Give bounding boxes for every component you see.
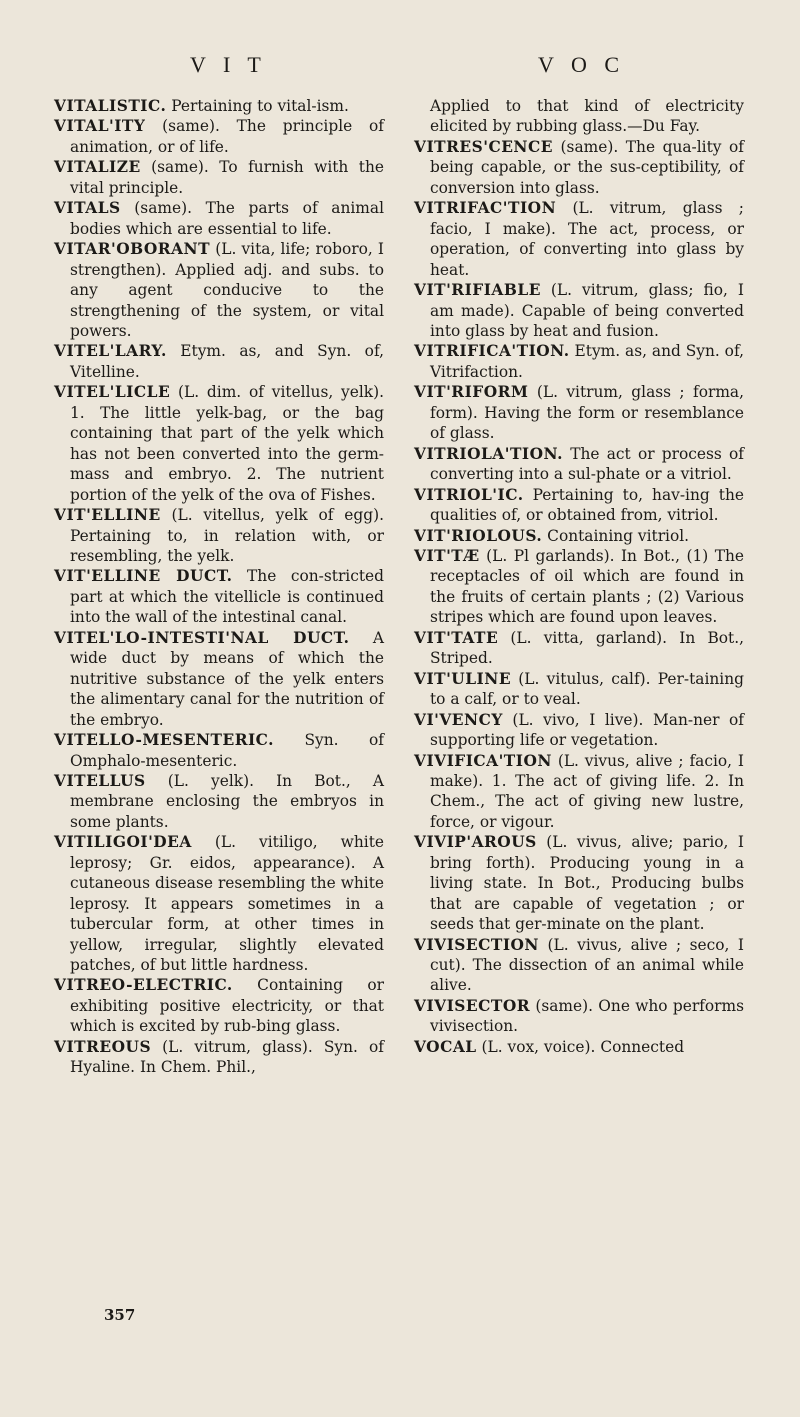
entry-headword: VIT'RIFIABLE xyxy=(414,281,541,300)
dictionary-entry xyxy=(414,280,744,341)
entry-headword: VITEL'LICLE xyxy=(54,383,171,402)
entry-definition: (same). One who performs vivisection. xyxy=(430,996,744,1036)
entry-definition: Syn. of Omphalo-mesenteric. xyxy=(70,731,384,770)
entry-definition: The con-stricted part at which the vitellicle is continued into the wall of the intestinal canal. xyxy=(70,567,384,627)
entry-definition: (L. yelk). In Bot., A membrane enclosing the embryos in some plants. xyxy=(70,771,384,831)
entry-definition: Etym. as, and Syn. of, Vitelline. xyxy=(70,342,384,381)
entry-definition: (L. vivus, alive ; facio, I make). 1. The act of giving life. 2. In Chem., The act of giving new lustre, force, or vigour. xyxy=(430,751,744,831)
entry-definition: (L. vivus, alive; pario, I bring forth). Producing young in a living state. In Bot., Producing bulbs that are capable of vegetation ; or seeds that ger-minate on the plant. xyxy=(430,833,744,934)
entry-definition: Pertaining to, hav-ing the qualities of, or obtained from, vitriol. xyxy=(430,485,744,525)
entry-definition: A wide duct by means of which the nutritive substance of the yelk enters the alimentary canal for the nutrition of the embryo. xyxy=(70,628,384,729)
entry-definition: (L. vivus, alive ; seco, I cut). The dissection of an animal while alive. xyxy=(430,935,744,995)
entry-headword: VITELLO-MESENTERIC. xyxy=(54,731,275,750)
dictionary-entry xyxy=(54,1037,384,1078)
dictionary-entry xyxy=(54,157,384,198)
entry-definition: (L. vox, voice). Connected xyxy=(476,1037,685,1056)
dictionary-entry xyxy=(414,751,744,833)
dictionary-entry xyxy=(414,485,744,526)
dictionary-entry xyxy=(54,198,384,239)
entry-definition: (L. vita, life; roboro, I strengthen). Applied adj. and subs. to any agent conducive to the strengthening of the system, or vital powers. xyxy=(70,240,384,340)
entry-headword: VITALISTIC. xyxy=(54,97,167,115)
entry-headword: VITEL'LARY. xyxy=(54,342,167,361)
entry-definition: Applied to that kind of electricity elicited by rubbing glass.—Du Fay. xyxy=(430,97,744,136)
entry-headword: VIT'RIFORM xyxy=(414,383,529,402)
dictionary-entry xyxy=(414,710,744,751)
running-header xyxy=(0,52,800,82)
dictionary-entry xyxy=(54,382,384,505)
entry-headword: VIT'ELLINE xyxy=(54,506,161,525)
entry-headword: VIT'ELLINE DUCT. xyxy=(54,567,233,586)
dictionary-entry xyxy=(414,1037,744,1057)
dictionary-entry xyxy=(414,526,744,546)
dictionary-entry xyxy=(54,505,384,566)
dictionary-entry xyxy=(414,137,744,198)
entry-headword: VIVIFICA'TION xyxy=(414,751,552,770)
entry-definition: (L. dim. of vitellus, yelk). 1. The little yelk-bag, or the bag containing that part of the yelk which has not been converted into the germ-mass and embryo. 2. The nutrient portion of the yelk of the ova of Fishes. xyxy=(70,383,384,504)
entry-headword: VITRES'CENCE xyxy=(414,137,553,156)
dictionary-entry xyxy=(54,771,384,832)
dictionary-entry xyxy=(414,546,744,628)
dictionary-entry xyxy=(54,628,384,730)
entry-headword: VITELLUS xyxy=(54,771,146,790)
entry-headword: VIT'ULINE xyxy=(414,669,512,688)
right-column xyxy=(414,96,744,1057)
entry-definition: (L. Pl garlands). In Bot., (1) The receptacles of oil which are found in the fruits of certain plants ; (2) Various stripes which are found upon leaves. xyxy=(430,546,744,627)
entry-definition: (L. vitrum, glass ; facio, I make). The act, process, or operation, of converting into glass by heat. xyxy=(430,199,744,279)
entry-headword: VITRIFICA'TION. xyxy=(414,342,570,361)
entry-headword: VITALIZE xyxy=(54,158,141,177)
entry-headword: VOCAL xyxy=(414,1037,477,1056)
entry-definition: (same). To furnish with the vital principle. xyxy=(70,158,384,197)
entry-headword: VITRIFAC'TION xyxy=(414,199,557,218)
entry-definition: (L. vivo, I live). Man-ner of supporting life or vegetation. xyxy=(430,710,744,750)
entry-headword: VITAR'OBORANT xyxy=(54,240,211,259)
entry-definition: Etym. as, and Syn. of, Vitrifaction. xyxy=(430,342,744,381)
dictionary-entry xyxy=(54,975,384,1036)
entry-definition: (same). The parts of animal bodies which are essential to life. xyxy=(70,199,384,238)
entry-headword: VIT'TÆ xyxy=(414,546,480,565)
entry-headword: VITEL'LO-INTESTI'NAL DUCT. xyxy=(54,628,350,647)
dictionary-entry xyxy=(414,935,744,996)
entry-headword: VIVISECTOR xyxy=(414,996,531,1015)
entry-definition: Containing vitriol. xyxy=(542,526,690,545)
entry-definition: (L. vitrum, glass ; forma, form). Having the form or resemblance of glass. xyxy=(430,383,744,443)
dictionary-entry xyxy=(54,116,384,157)
dictionary-entry xyxy=(54,96,384,116)
entry-definition: (L. vitellus, yelk of egg). Pertaining to, in relation with, or resembling, the yelk. xyxy=(70,506,384,565)
dictionary-entry xyxy=(54,730,384,771)
entry-headword: VI'VENCY xyxy=(414,710,503,729)
entry-headword: VITRIOLA'TION. xyxy=(414,444,563,463)
dictionary-entry xyxy=(414,341,744,382)
entry-definition: (L. vitiligo, white leprosy; Gr. eidos, appearance). A cutaneous disease resembling the white leprosy. It appears sometimes in a tubercular form, at other times in yellow, irregular, slightly elevated patches, of but little hardness. xyxy=(70,833,384,975)
entry-headword: VIVISECTION xyxy=(414,935,540,954)
dictionary-entry xyxy=(414,96,744,137)
dictionary-entry xyxy=(414,382,744,443)
entry-definition: (L. vitrum, glass; fio, I am made). Capable of being converted into glass by heat and fusion. xyxy=(430,281,744,340)
entry-headword: VITAL'ITY xyxy=(54,117,146,136)
dictionary-entry xyxy=(54,566,384,627)
entry-headword: VITILIGOI'DEA xyxy=(54,833,192,852)
entry-headword: VIVIP'AROUS xyxy=(414,833,537,852)
dictionary-entry xyxy=(414,198,744,280)
entry-definition: (L. vitrum, glass). Syn. of Hyaline. In Chem. Phil., xyxy=(70,1037,384,1077)
entry-definition: (L. vitulus, calf). Per-taining to a calf, or to veal. xyxy=(430,669,744,709)
dictionary-entry xyxy=(414,444,744,485)
dictionary-entry xyxy=(414,832,744,934)
entry-headword: VITREOUS xyxy=(54,1037,152,1056)
dictionary-entry xyxy=(414,996,744,1037)
dictionary-entry xyxy=(54,832,384,975)
entry-headword: VITRIOL'IC. xyxy=(414,485,524,504)
entry-headword: VIT'RIOLOUS. xyxy=(414,526,543,545)
dictionary-entry xyxy=(414,669,744,710)
entry-definition: (L. vitta, garland). In Bot., Striped. xyxy=(430,628,744,668)
entry-headword: VITREO-ELECTRIC. xyxy=(54,976,233,995)
header-left: V I T xyxy=(190,52,267,77)
dictionary-entry xyxy=(54,239,384,341)
header-right: V O C xyxy=(538,52,626,77)
entry-headword: VIT'TATE xyxy=(414,628,499,647)
entry-definition: (same). The qua-lity of being capable, or the sus-ceptibility, of conversion into glass. xyxy=(430,137,744,197)
entry-headword: VITALS xyxy=(54,199,121,218)
entry-definition: Containing or exhibiting positive electricity, or that which is excited by rub-bing glass. xyxy=(70,976,384,1036)
entry-definition: (same). The principle of animation, or of life. xyxy=(70,117,384,156)
entry-definition: The act or process of converting into a sul-phate or a vitriol. xyxy=(430,444,744,484)
dictionary-entry xyxy=(54,341,384,382)
dictionary-entry xyxy=(414,628,744,669)
page-number: 357 xyxy=(104,1306,136,1324)
entry-definition: Pertaining to vital-ism. xyxy=(166,97,349,115)
left-column xyxy=(54,96,384,1078)
